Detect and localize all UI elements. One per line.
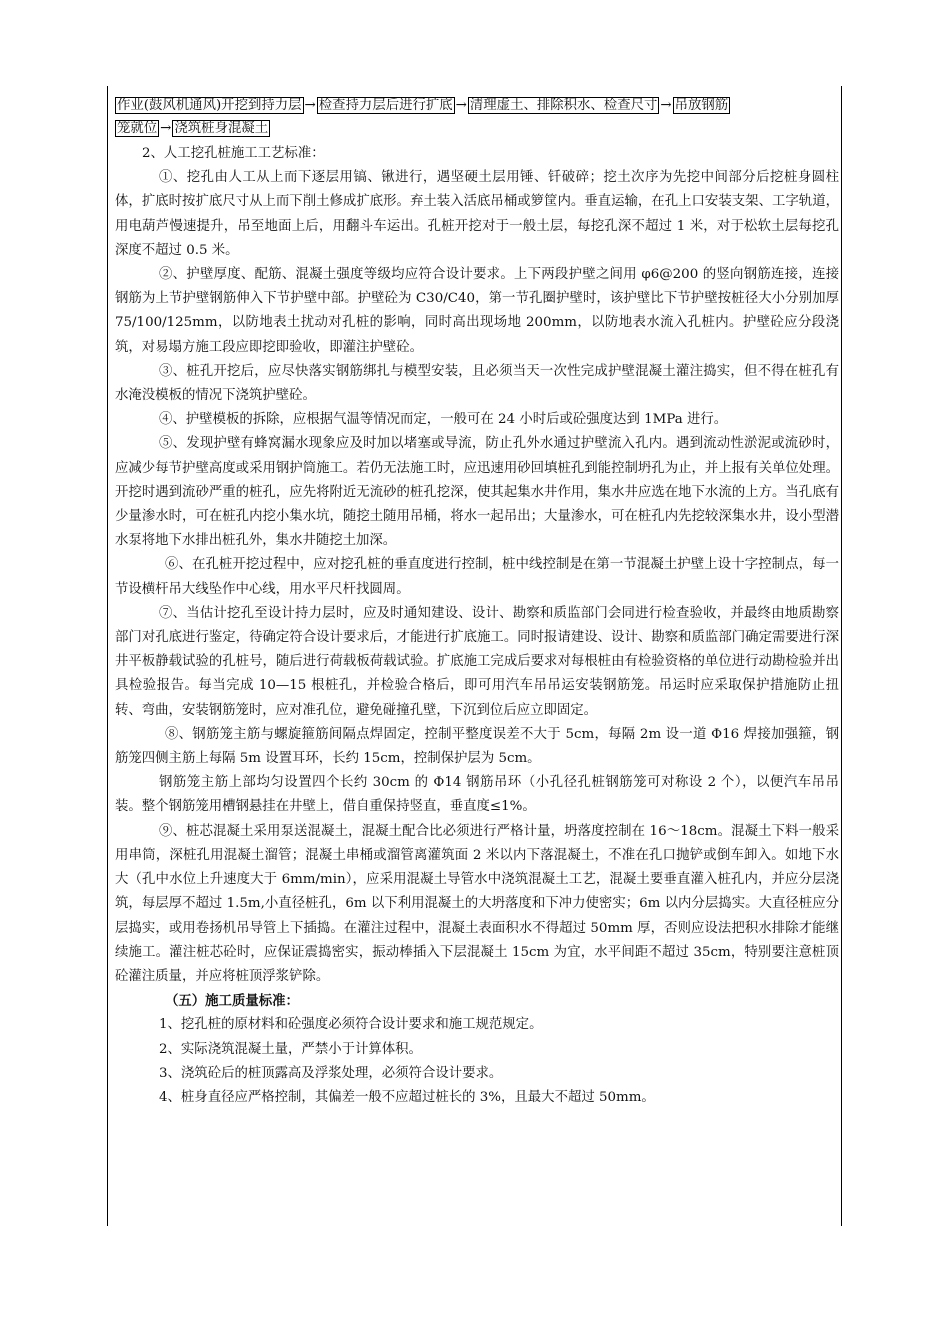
- paragraph-6: ⑥、在孔桩开挖过程中，应对挖孔桩的垂直度进行控制，桩中线控制是在第一节混凝土护壁上设十字控制点，每一节设横杆吊大线坠作中心线，用水平尺杆找圆周。: [115, 557, 839, 597]
- flow-arrow: →: [660, 98, 672, 113]
- paragraph-4: ④、护壁模板的拆除，应根据气温等情况而定，一般可在 24 小时后或砼强度达到 1MPa 进行。: [159, 412, 728, 428]
- paragraph-2: ②、护壁厚度、配筋、混凝土强度等级均应符合设计要求。上下两段护壁之间用 φ6@200 的竖向钢筋连接，连接钢筋为上节护壁钢筋伸入下节护壁中部。护壁砼为 C30/C40，第一节孔圈护壁时，该护壁比下节护壁按桩径大小分别加厚 75/100/125mm，以防地表土扰动对孔桩的影响，同时高出现场地 200mm，以防地表水流入孔桩内。护壁砼应分段浇筑，对易塌方施工段应即挖即验收，即灌注护壁砼。: [115, 267, 839, 355]
- flow-step-clean: 清理虚土、排除积水、检查尺寸: [469, 98, 658, 113]
- flow-arrow: →: [455, 98, 467, 113]
- section-heading: （五）施工质量标准：: [165, 993, 299, 1010]
- paragraph-9: ⑨、桩芯混凝土采用泵送混凝土，混凝土配合比必须进行严格计量，坍落度控制在 16～18cm。混凝土下料一般采用串筒，深桩孔用混凝土溜管；混凝土串桶或溜管离灌筑面 2 米以内下落混凝土，不准在孔口抛铲或倒车卸入。如地下水大（孔中水位上升速度大于 6mm/min），应采用混凝土导管水中浇筑混凝土工艺，混凝土要垂直灌入桩孔内，并应分层浇筑，每层厚不超过 1.5m,小直径桩孔，6m 以下利用混凝土的大坍落度和下冲力使密实；6m 以内分层捣实。大直径桩应分层捣实，或用卷扬机吊导管上下插捣。在灌注过程中，混凝土表面积水不得超过 50mm 厚，否则应设法把积水排除才能继续施工。灌注桩芯砼时，应保证震捣密实，振动棒插入下层混凝土 15cm 为宜，水平间距不超过 35cm，特别要注意桩顶砼灌注质量，并应将桩顶浮浆铲除。: [115, 823, 839, 984]
- paragraph-8: ⑧、钢筋笼主筋与螺旋箍筋间隔点焊固定，控制平整度误差不大于 5cm，每隔 2m 设一道 Φ16 焊接加强箍，钢筋笼四侧主筋上每隔 5m 设置耳环，长约 15cm，控制保护层为 5cm。: [115, 726, 839, 767]
- flow-step-inspect: 检查持力层后进行扩底: [318, 98, 453, 113]
- flow-step-excavate: 作业(鼓风机通风)开挖到持力层: [117, 98, 302, 113]
- paragraph-7: ⑦、当估计挖孔至设计持力层时，应及时通知建设、设计、勘察和质监部门会同进行检查验收，并最终由地质勘察部门对孔底进行鉴定，待确定符合设计要求后，才能进行扩底施工。同时报请建设、设计、勘察和质监部门确定需要进行深井平板静载试验的孔桩号，随后进行荷载板荷载试验。扩底施工完成后要求对每根桩由有检验资格的单位进行动勘检验并出具检验报告。每当完成 10—15 根桩孔，并检验合格后，即可用汽车吊吊运安装钢筋笼。吊运时应采取保护措施防止扭转、弯曲，安装钢筋笼时，应对准孔位，避免碰撞孔壁，下沉到位后应立即固定。: [115, 605, 839, 718]
- flow-step-cage-part1: 吊放钢筋: [674, 98, 729, 113]
- flow-step-pour: 浇筑桩身混凝土: [174, 121, 269, 136]
- paragraph-8b: 钢筋笼主筋上部均匀设置四个长约 30cm 的 Φ14 钢筋吊环（小孔径孔桩钢筋笼可对称设 2 个），以便汽车吊吊装。整个钢筋笼用槽钢悬挂在井壁上，借自重保持竖直，垂直度≤1%。: [115, 775, 839, 815]
- paragraph-1: ①、挖孔由人工从上而下逐层用镐、锹进行，遇坚硬土层用锤、钎破碎；挖土次序为先挖中间部分后挖桩身圆柱体，扩底时按扩底尺寸从上而下削土修成扩底形。弃土装入活底吊桶或箩筐内。垂直运输，在孔上口安装支架、工字轨道，用电葫芦慢速提升，吊至地面上后，用翻斗车运出。孔桩开挖对于一般土层，每挖孔深不超过 1 米，对于松软土层每挖孔深度不超过 0.5 米。: [115, 170, 839, 258]
- flow-arrow: →: [304, 98, 316, 113]
- process-flow: [115, 94, 839, 140]
- paragraph-3: ③、桩孔开挖后，应尽快落实钢筋绑扎与模型安装，且必须当天一次性完成护壁混凝土灌注捣实，但不得在桩孔有水淹没模板的情况下浇筑护壁砼。: [115, 363, 839, 404]
- section-title: 2、人工挖孔桩施工工艺标准：: [142, 146, 325, 161]
- flow-step-cage-part2: 笼就位: [117, 121, 158, 136]
- quality-item-1: 1、挖孔桩的原材料和砼强度必须符合设计要求和施工规范规定。: [159, 1017, 543, 1033]
- document-body: [115, 94, 839, 1110]
- paragraph-5: ⑤、发现护壁有蜂窝漏水现象应及时加以堵塞或导流，防止孔外水通过护壁流入孔内。遇到流动性淤泥或流砂时，应减少每节护壁高度或采用钢护筒施工。若仍无法施工时，应迅速用砂回填桩孔到能控制坍孔为止，并上报有关单位处理。开挖时遇到流砂严重的桩孔，应先将附近无流砂的桩孔挖深，使其起集水井作用，集水井应选在地下水流的上方。当孔底有少量渗水时，可在桩孔内挖小集水坑，随挖土随用吊桶，将水一起吊出；大量渗水，可在桩孔内先挖较深集水井，设小型潜水泵将地下水排出桩孔外，集水井随挖土加深。: [115, 436, 839, 549]
- flow-arrow: →: [160, 121, 172, 136]
- quality-item-2: 2、实际浇筑混凝土量，严禁小于计算体积。: [159, 1041, 422, 1057]
- quality-item-3: 3、浇筑砼后的桩顶露高及浮浆处理，必须符合设计要求。: [159, 1065, 503, 1081]
- quality-item-4: 4、桩身直径应严格控制，其偏差一般不应超过桩长的 3%，且最大不超过 50mm。: [159, 1089, 655, 1105]
